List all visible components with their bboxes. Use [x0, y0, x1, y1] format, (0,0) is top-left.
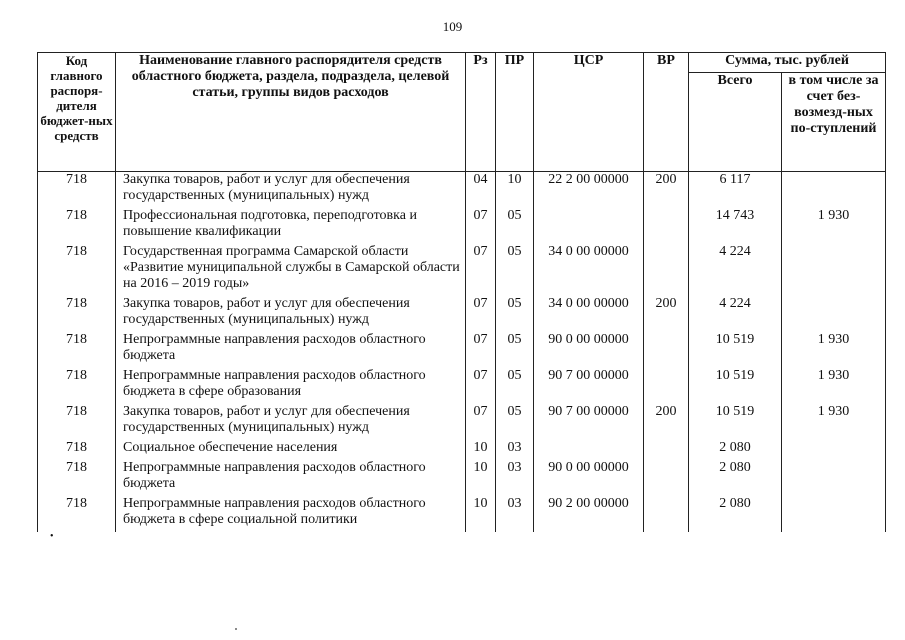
- cell-csr: 34 0 00 00000: [534, 296, 644, 332]
- cell-grants: 1 930: [782, 368, 886, 404]
- cell-name: Закупка товаров, работ и услуг для обеспечения государственных (муниципальных) нужд: [116, 172, 466, 209]
- header-code: Код главного распоря-дителя бюджет-ных средств: [38, 53, 116, 172]
- table-row: [38, 172, 886, 209]
- cell-vr: 200: [644, 404, 689, 440]
- table-row: [38, 332, 886, 368]
- cell-grants: [782, 496, 886, 532]
- cell-csr: 90 7 00 00000: [534, 368, 644, 404]
- cell-csr: 90 0 00 00000: [534, 332, 644, 368]
- cell-pr: 05: [496, 208, 534, 244]
- cell-pr: 03: [496, 496, 534, 532]
- cell-csr: 22 2 00 00000: [534, 172, 644, 209]
- cell-vr: [644, 368, 689, 404]
- table-row: [38, 296, 886, 332]
- cell-total: 2 080: [689, 460, 782, 496]
- cell-pr: 05: [496, 332, 534, 368]
- cell-code: 718: [38, 244, 116, 296]
- header-name: Наименование главного распорядителя средств областного бюджета, раздела, подраздела, целевой статьи, группы видов расходов: [116, 53, 466, 172]
- header-vr: ВР: [644, 53, 689, 172]
- cell-pr: 03: [496, 440, 534, 460]
- cell-code: 718: [38, 332, 116, 368]
- cell-vr: [644, 440, 689, 460]
- cell-grants: [782, 244, 886, 296]
- cell-pr: 10: [496, 172, 534, 209]
- cell-name: Социальное обеспечение населения: [116, 440, 466, 460]
- cell-grants: 1 930: [782, 404, 886, 440]
- cell-csr: 34 0 00 00000: [534, 244, 644, 296]
- cell-rz: 07: [466, 368, 496, 404]
- cell-rz: 07: [466, 208, 496, 244]
- cell-total: 2 080: [689, 496, 782, 532]
- cell-vr: [644, 460, 689, 496]
- cell-total: 14 743: [689, 208, 782, 244]
- cell-grants: 1 930: [782, 332, 886, 368]
- cell-vr: [644, 332, 689, 368]
- table-row: [38, 440, 886, 460]
- cell-pr: 05: [496, 244, 534, 296]
- cell-total: 4 224: [689, 296, 782, 332]
- cell-code: 718: [38, 460, 116, 496]
- cell-vr: [644, 208, 689, 244]
- cell-rz: 10: [466, 460, 496, 496]
- cell-name: Профессиональная подготовка, переподготовка и повышение квалификации: [116, 208, 466, 244]
- cell-name: Непрограммные направления расходов областного бюджета в сфере образования: [116, 368, 466, 404]
- cell-pr: 05: [496, 296, 534, 332]
- cell-rz: 07: [466, 404, 496, 440]
- cell-grants: [782, 440, 886, 460]
- cell-grants: [782, 460, 886, 496]
- table-row: [38, 404, 886, 440]
- cell-code: 718: [38, 208, 116, 244]
- cell-vr: [644, 244, 689, 296]
- cell-code: 718: [38, 368, 116, 404]
- cell-code: 718: [38, 440, 116, 460]
- table-body: [38, 172, 886, 533]
- cell-vr: [644, 496, 689, 532]
- cell-code: 718: [38, 296, 116, 332]
- header-csr: ЦСР: [534, 53, 644, 172]
- cell-rz: 07: [466, 296, 496, 332]
- cell-code: 718: [38, 172, 116, 209]
- cell-grants: [782, 172, 886, 209]
- table-header: [38, 53, 886, 172]
- cell-name: Закупка товаров, работ и услуг для обеспечения государственных (муниципальных) нужд: [116, 404, 466, 440]
- cell-total: 6 117: [689, 172, 782, 209]
- header-pr: ПР: [496, 53, 534, 172]
- cell-csr: 90 0 00 00000: [534, 460, 644, 496]
- margin-bullet: •: [50, 531, 54, 542]
- cell-name: Закупка товаров, работ и услуг для обеспечения государственных (муниципальных) нужд: [116, 296, 466, 332]
- cell-total: 4 224: [689, 244, 782, 296]
- header-rz: Рз: [466, 53, 496, 172]
- cell-csr: [534, 440, 644, 460]
- cell-total: 2 080: [689, 440, 782, 460]
- cell-rz: 10: [466, 496, 496, 532]
- cell-total: 10 519: [689, 332, 782, 368]
- cell-name: Непрограммные направления расходов областного бюджета: [116, 460, 466, 496]
- table-row: [38, 208, 886, 244]
- cell-total: 10 519: [689, 368, 782, 404]
- scan-speck: [235, 628, 237, 630]
- cell-grants: 1 930: [782, 208, 886, 244]
- cell-vr: 200: [644, 172, 689, 209]
- header-sum: Сумма, тыс. рублей: [689, 53, 886, 73]
- cell-csr: 90 2 00 00000: [534, 496, 644, 532]
- cell-name: Непрограммные направления расходов областного бюджета: [116, 332, 466, 368]
- cell-pr: 05: [496, 368, 534, 404]
- cell-name: Непрограммные направления расходов областного бюджета в сфере социальной политики: [116, 496, 466, 532]
- cell-pr: 05: [496, 404, 534, 440]
- header-total: Всего: [689, 73, 782, 172]
- cell-code: 718: [38, 404, 116, 440]
- cell-csr: [534, 208, 644, 244]
- cell-pr: 03: [496, 460, 534, 496]
- budget-table: [37, 52, 886, 532]
- cell-rz: 04: [466, 172, 496, 209]
- cell-vr: 200: [644, 296, 689, 332]
- page-number: 109: [442, 19, 463, 34]
- table-row: [38, 368, 886, 404]
- cell-rz: 10: [466, 440, 496, 460]
- table-row: [38, 460, 886, 496]
- cell-csr: 90 7 00 00000: [534, 404, 644, 440]
- cell-total: 10 519: [689, 404, 782, 440]
- table-row: [38, 244, 886, 296]
- table-row: [38, 496, 886, 532]
- cell-code: 718: [38, 496, 116, 532]
- cell-grants: [782, 296, 886, 332]
- cell-rz: 07: [466, 244, 496, 296]
- header-grants: в том числе за счет без-возмезд-ных по-ступлений: [782, 73, 886, 172]
- cell-name: Государственная программа Самарской области «Развитие муниципальной службы в Самарской области на 2016 – 2019 годы»: [116, 244, 466, 296]
- cell-rz: 07: [466, 332, 496, 368]
